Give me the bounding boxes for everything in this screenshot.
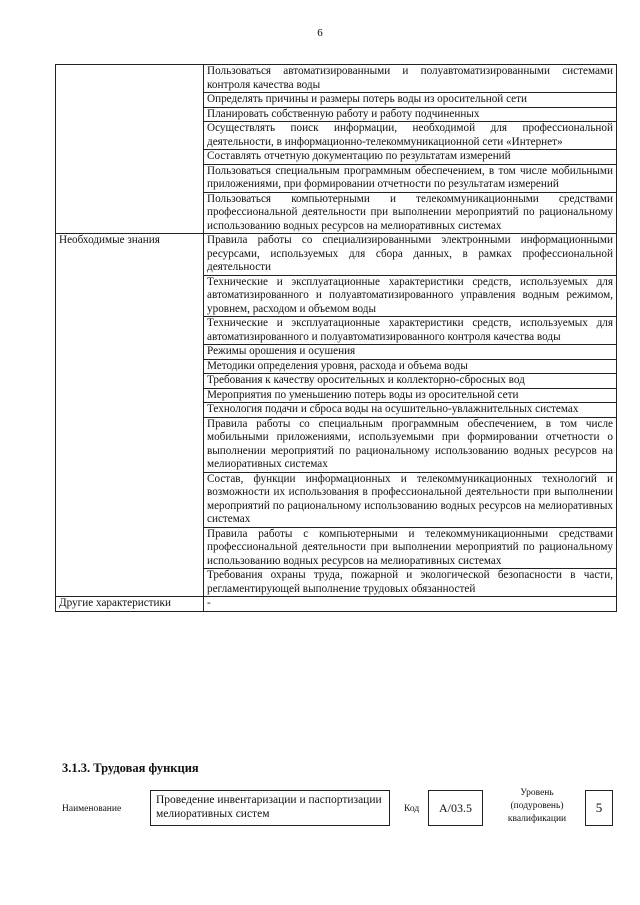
row-text: Правила работы с компьютерными и телекоммуникационными средствами профессиональной деятельности при выполнении мероприятий по рациональному использованию водных ресурсов на мелиоративных системах	[204, 527, 617, 569]
row-text: Требования охраны труда, пожарной и экологической безопасности в части, регламентирующей выполнение трудовых обязанностей	[204, 569, 617, 597]
row-text: Пользоваться специальным программным обеспечением, в том числе мобильными приложениями, при формировании отчетности по результатам измерений	[204, 164, 617, 192]
row-text: Пользоваться автоматизированными и полуавтоматизированными системами контроля качества воды	[204, 65, 617, 93]
row-text: Осуществлять поиск информации, необходимой для профессиональной деятельности, в информационно-телекоммуникационной сети «Интернет»	[204, 122, 617, 150]
name-value: Проведение инвентаризации и паспортизации мелиоративных систем	[150, 790, 390, 826]
row-text: Правила работы со специализированными электронными информационными ресурсами, используемых для сбора данных, в рамках профессиональной деятельности	[204, 234, 617, 276]
row-text: -	[204, 597, 617, 612]
section-heading: 3.1.3. Трудовая функция	[62, 761, 199, 775]
row-text: Требования к качеству оросительных и коллекторно-сбросных вод	[204, 374, 617, 389]
requirements-table	[55, 64, 617, 612]
row-text: Методики определения уровня, расхода и объема воды	[204, 359, 617, 374]
row-text: Правила работы со специальным программным обеспечением, в том числе мобильными приложениями, используемыми при формировании отчетности о выполнении мероприятий по рациональному использованию водных ресурсов на мелиоративных системах	[204, 417, 617, 472]
table-row	[56, 597, 617, 612]
row-text: Мероприятия по уменьшению потерь воды из оросительной сети	[204, 388, 617, 403]
row-text: Технология подачи и сброса воды на осушительно-увлажнительных системах	[204, 403, 617, 418]
row-text: Технические и эксплуатационные характеристики средств, используемых для автоматизированного и полуавтоматизированного управления водным режимом, уровнем, расходом и объемом воды	[204, 275, 617, 317]
row-label: Другие характеристики	[56, 597, 204, 612]
row-label	[56, 65, 204, 234]
row-text: Планировать собственную работу и работу подчиненных	[204, 107, 617, 122]
level-label: Уровень (подуровень) квалификации	[507, 788, 567, 824]
row-text: Технические и эксплуатационные характеристики средств, используемых для автоматизированного и полуавтоматизированного контроля качества воды	[204, 317, 617, 345]
row-text: Пользоваться компьютерными и телекоммуникационными средствами профессиональной деятельности при выполнении мероприятий по рациональному использованию водных ресурсов на мелиоративных системах	[204, 192, 617, 234]
code-value: А/03.5	[428, 790, 483, 826]
name-label: Наименование	[62, 804, 122, 814]
row-text: Определять причины и размеры потерь воды из оросительной сети	[204, 93, 617, 108]
level-value: 5	[585, 790, 613, 826]
row-text: Составлять отчетную документацию по результатам измерений	[204, 150, 617, 165]
row-label: Необходимые знания	[56, 234, 204, 597]
row-text: Состав, функции информационных и телекоммуникационных технологий и возможности их использования в профессиональной деятельности при выполнении мероприятий по рациональному использованию водных ресурсов на мелиоративных системах	[204, 472, 617, 527]
page-number: 6	[317, 27, 323, 39]
table-row	[56, 65, 617, 93]
code-label: Код	[404, 804, 420, 814]
row-text: Режимы орошения и осушения	[204, 345, 617, 360]
table-row	[56, 234, 617, 276]
